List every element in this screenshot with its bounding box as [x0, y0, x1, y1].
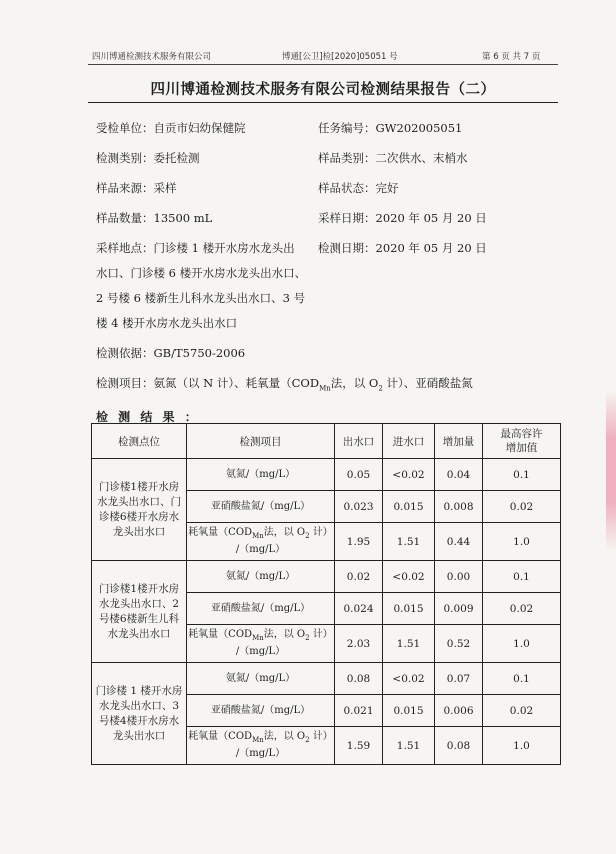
increase-cell: 0.008 [435, 491, 483, 523]
sampling-date-value: 2020 年 05 月 20 日 [375, 211, 487, 225]
seal-stamp-edge [606, 390, 616, 550]
report-title: 四川博通检测技术服务有限公司检测结果报告（二） [150, 82, 496, 98]
max-cell: 0.02 [483, 593, 561, 625]
items-label: 检测项目： [96, 376, 154, 390]
outlet-cell: 0.05 [335, 459, 383, 491]
sample-type-field [318, 151, 468, 165]
outlet-cell: 0.024 [335, 593, 383, 625]
max-cell: 0.02 [483, 491, 561, 523]
item-nitrite: 亚硝酸盐氮/（mg/L） [187, 491, 335, 523]
inlet-cell: <0.02 [383, 561, 435, 593]
inlet-cell: 1.51 [383, 625, 435, 663]
table-row [92, 663, 561, 695]
header-point: 检测点位 [92, 424, 187, 459]
outlet-cell: 2.03 [335, 625, 383, 663]
max-cell: 1.0 [483, 523, 561, 561]
max-cell: 0.1 [483, 459, 561, 491]
client-label: 受检单位： [96, 121, 154, 135]
outlet-cell: 0.021 [335, 695, 383, 727]
increase-cell: 0.009 [435, 593, 483, 625]
site-label: 采样地点： [96, 241, 154, 255]
increase-cell: 0.08 [435, 727, 483, 765]
quantity-value: 13500 mL [153, 211, 213, 225]
task-field [318, 121, 462, 135]
results-title: 检 测 结 果 ： [96, 410, 200, 424]
header-inlet: 进水口 [383, 424, 435, 459]
header-max-allowed: 最高容许 增加值 [483, 424, 561, 459]
items-field: 检测项目：氨氮（以 N 计）、耗氧量（$COD_{Mn}$法，以 $O_2$ 计）、亚硝酸盐氮 [96, 376, 473, 393]
increase-cell: 0.07 [435, 663, 483, 695]
increase-cell: 0.04 [435, 459, 483, 491]
max-cell: 0.1 [483, 663, 561, 695]
max-cell: 0.02 [483, 695, 561, 727]
category-field [96, 151, 200, 165]
header-increase: 增加量 [435, 424, 483, 459]
state-field [318, 181, 399, 195]
increase-cell: 0.52 [435, 625, 483, 663]
inlet-cell: <0.02 [383, 459, 435, 491]
item-nitrite: 亚硝酸盐氮/（mg/L） [187, 593, 335, 625]
point-cell: 门诊楼 1 楼开水房 水龙头出水口、3 号楼4楼开水房水 龙头出水口 [92, 663, 187, 765]
test-date-field [318, 241, 487, 255]
site-line: 楼 4 楼开水房水龙头出水口 [96, 316, 238, 330]
inlet-cell: 1.51 [383, 523, 435, 561]
header-report-number: 博通[公卫]检[2020]05051 号 [282, 52, 398, 62]
quantity-field [96, 211, 212, 225]
sampling-date-label: 采样日期： [318, 211, 376, 225]
results-table [91, 423, 561, 765]
table-row [92, 561, 561, 593]
header-page-number: 第 6 页 共 7 页 [482, 52, 541, 62]
client-value: 自贡市妇幼保健院 [153, 121, 246, 135]
site-line: 门诊楼 1 楼开水房水龙头出 [153, 241, 295, 255]
source-value: 采样 [153, 181, 177, 195]
outlet-cell: 1.95 [335, 523, 383, 561]
inlet-cell: <0.02 [383, 663, 435, 695]
outlet-cell: 1.59 [335, 727, 383, 765]
category-value: 委托检测 [153, 151, 200, 165]
outlet-cell: 0.023 [335, 491, 383, 523]
title-box [88, 70, 558, 103]
point-cell: 门诊楼1楼开水房 水龙头出水口、门 诊楼6楼开水房水 龙头出水口 [92, 459, 187, 561]
basis-value: GB/T5750-2006 [153, 346, 246, 360]
inlet-cell: 1.51 [383, 727, 435, 765]
inlet-cell: 0.015 [383, 491, 435, 523]
task-label: 任务编号： [318, 121, 376, 135]
header-outlet: 出水口 [335, 424, 383, 459]
source-field [96, 181, 177, 195]
header-company: 四川博通检测技术服务有限公司 [92, 52, 212, 62]
max-cell: 1.0 [483, 625, 561, 663]
basis-field [96, 346, 245, 360]
category-label: 检测类别： [96, 151, 154, 165]
task-value: GW202005051 [375, 121, 463, 135]
item-ammonia: 氨氮/（mg/L） [187, 459, 335, 491]
item-cod: 耗氧量（$COD_{Mn}$法，以 $O_2$ 计） /（mg/L） [187, 523, 335, 561]
header-divider [88, 64, 558, 65]
client-field [96, 121, 246, 135]
sampling-date-field [318, 211, 487, 225]
item-ammonia: 氨氮/（mg/L） [187, 561, 335, 593]
site-field [96, 241, 295, 255]
point-cell: 门诊楼1楼开水房 水龙头出水口、2 号楼6楼新生儿科 水龙头出水口 [92, 561, 187, 663]
test-date-label: 检测日期： [318, 241, 376, 255]
header-item: 检测项目 [187, 424, 335, 459]
max-cell: 0.1 [483, 561, 561, 593]
increase-cell: 0.006 [435, 695, 483, 727]
site-line: 2 号楼 6 楼新生儿科水龙头出水口、3 号 [96, 291, 306, 305]
max-cell: 1.0 [483, 727, 561, 765]
table-header-row [92, 424, 561, 459]
inlet-cell: 0.015 [383, 593, 435, 625]
basis-label: 检测依据： [96, 346, 154, 360]
sample-type-label: 样品类别： [318, 151, 376, 165]
source-label: 样品来源： [96, 181, 154, 195]
site-line: 水口、门诊楼 6 楼开水房水龙头出水口、 [96, 266, 307, 280]
increase-cell: 0.44 [435, 523, 483, 561]
item-ammonia: 氨氮/（mg/L） [187, 663, 335, 695]
inlet-cell: 0.015 [383, 695, 435, 727]
quantity-label: 样品数量： [96, 211, 154, 225]
increase-cell: 0.00 [435, 561, 483, 593]
item-cod: 耗氧量（$COD_{Mn}$法，以 $O_2$ 计） /（mg/L） [187, 625, 335, 663]
sample-type-value: 二次供水、末梢水 [375, 151, 468, 165]
table-row [92, 459, 561, 491]
outlet-cell: 0.08 [335, 663, 383, 695]
outlet-cell: 0.02 [335, 561, 383, 593]
state-value: 完好 [375, 181, 399, 195]
test-date-value: 2020 年 05 月 20 日 [375, 241, 487, 255]
item-cod: 耗氧量（$COD_{Mn}$法，以 $O_2$ 计） /（mg/L） [187, 727, 335, 765]
state-label: 样品状态： [318, 181, 376, 195]
item-nitrite: 亚硝酸盐氮/（mg/L） [187, 695, 335, 727]
